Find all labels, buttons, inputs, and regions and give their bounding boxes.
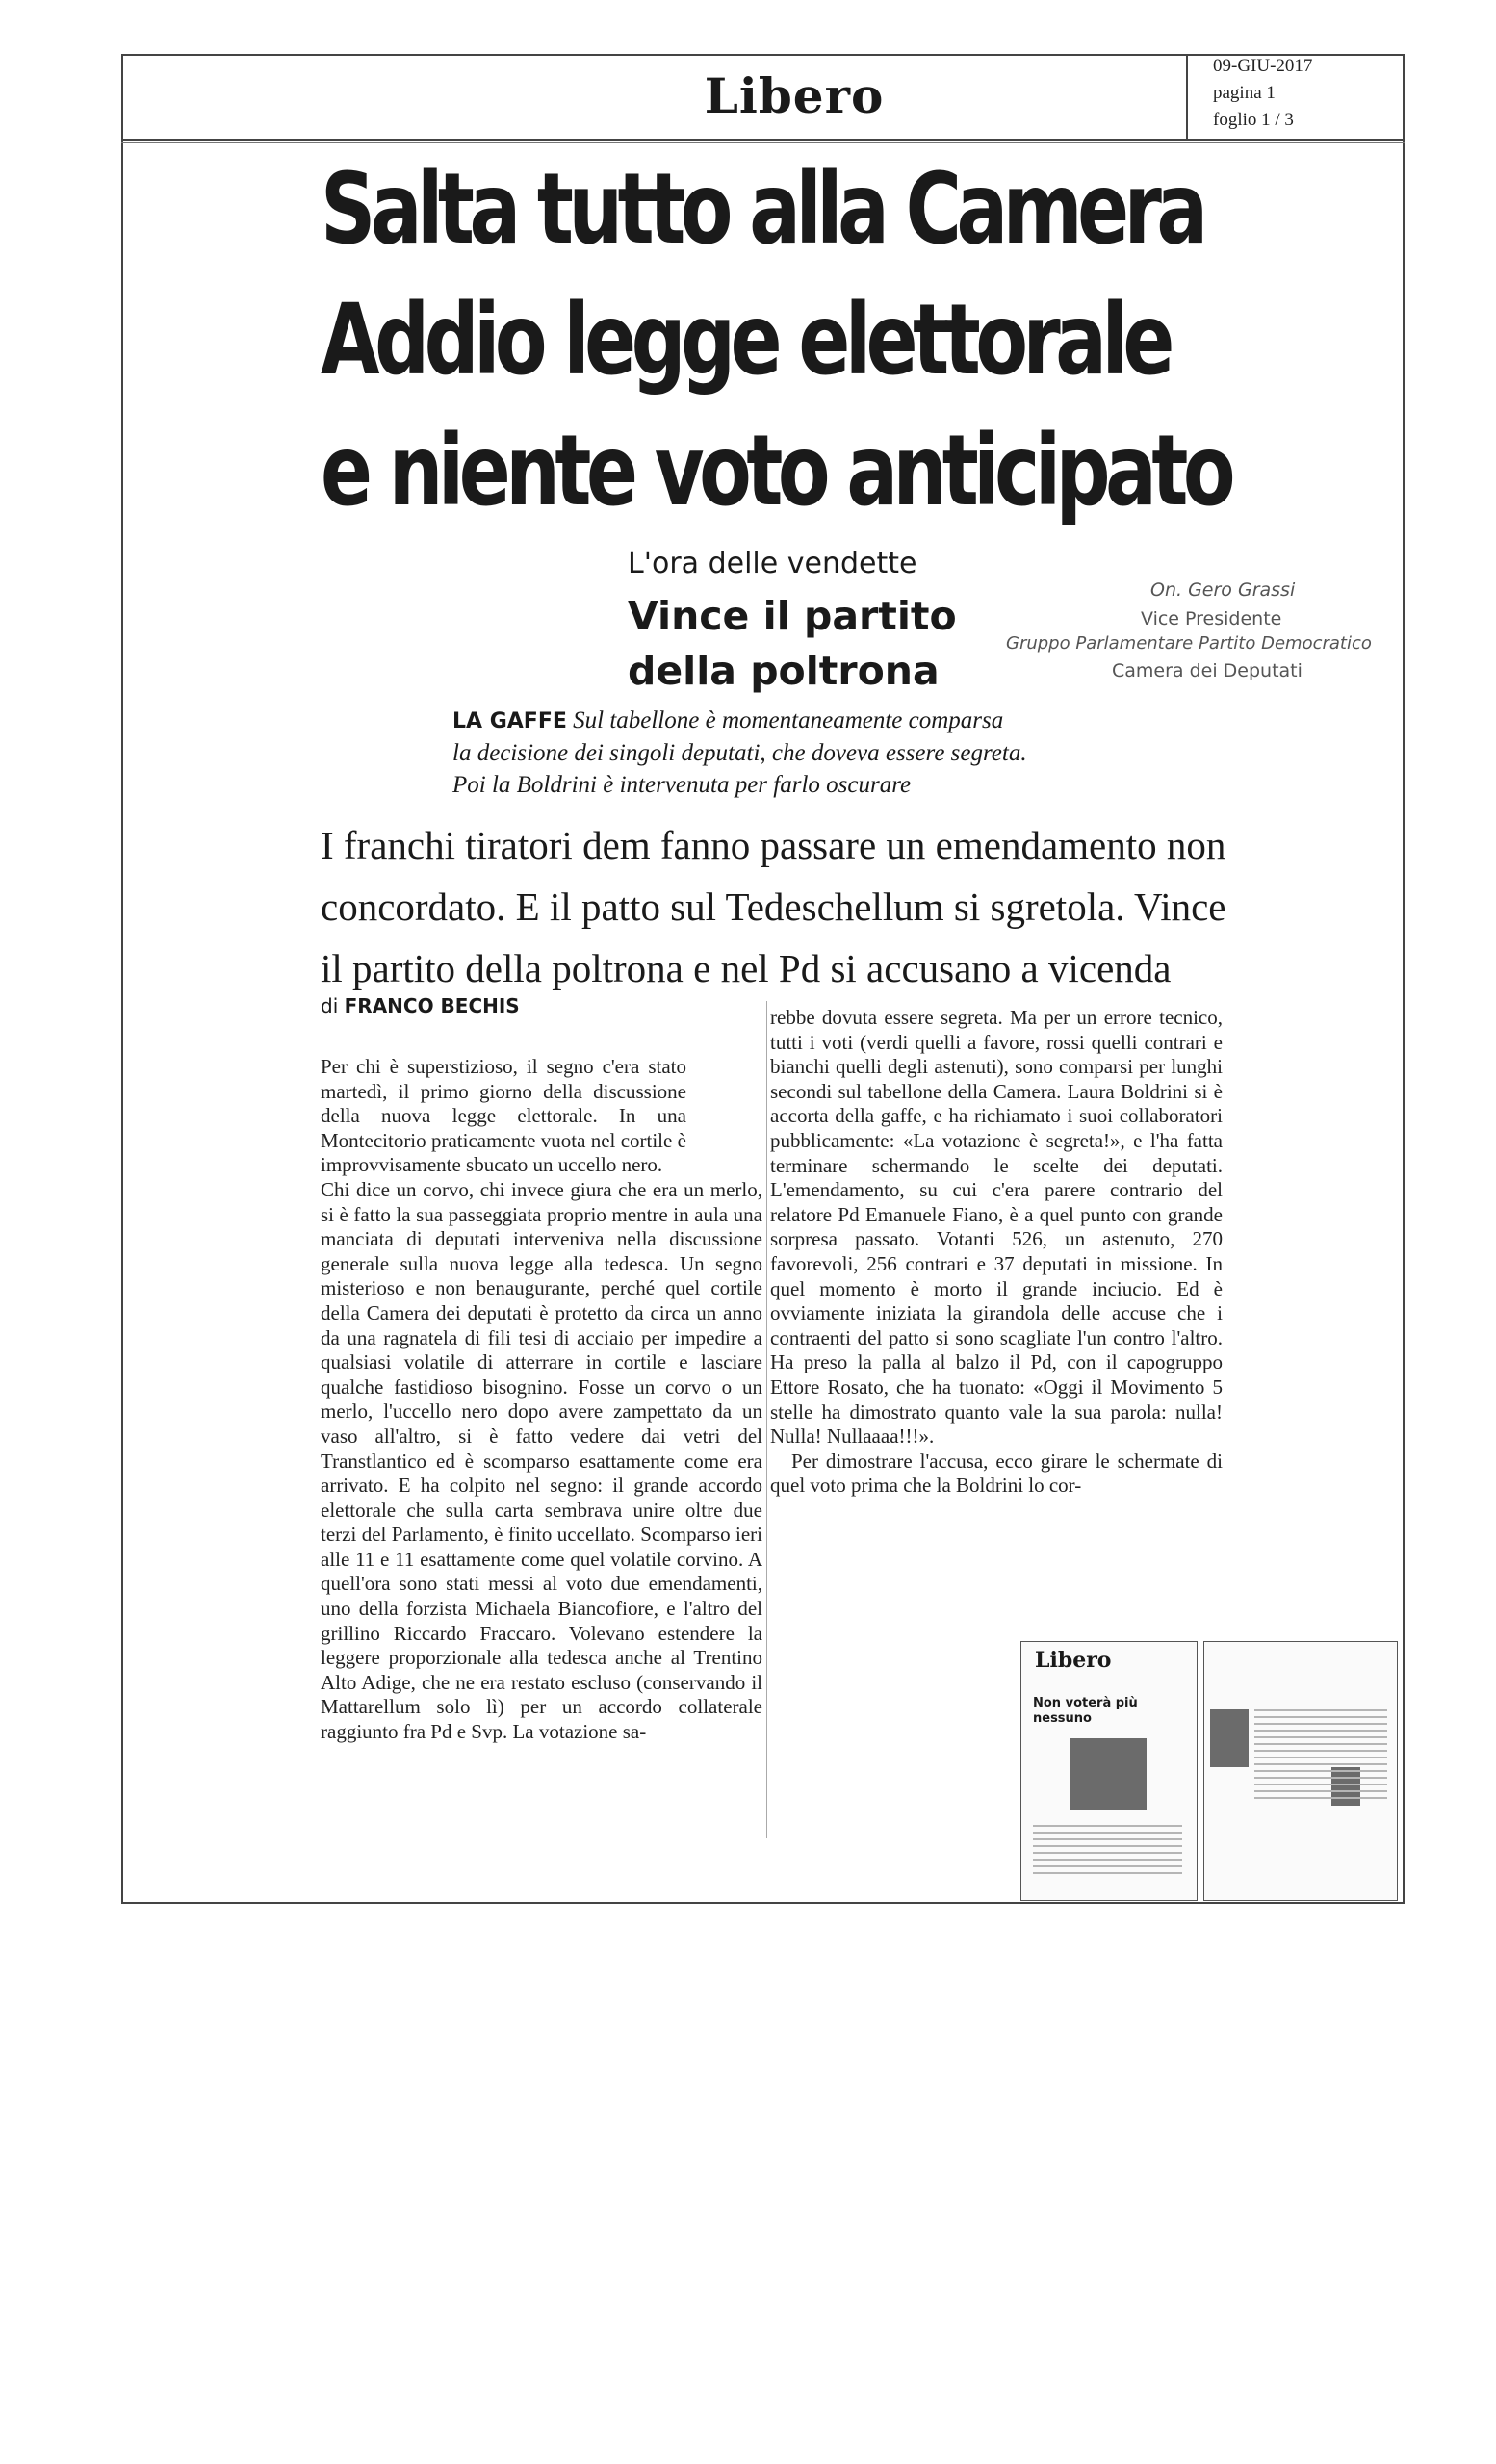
kicker: L'ora delle vendette (628, 547, 917, 580)
headline-line-1: Salta tutto alla Camera (321, 152, 1203, 267)
subhead-line-2: della poltrona (628, 648, 940, 694)
thumbnail-text-lines (1254, 1709, 1387, 1804)
gaffe-box (452, 705, 1126, 801)
thumbnail-text-lines (1033, 1825, 1182, 1879)
gaffe-line-3: Poi la Boldrini è intervenuta per farlo oscurare (452, 772, 912, 798)
article-column-2 (770, 1006, 1223, 1499)
thumbnail-photo (1210, 1709, 1249, 1767)
gaffe-line-2: la decisione dei singoli deputati, che doveva essere segreta. (452, 740, 1027, 766)
stamp-chamber: Camera dei Deputati (1112, 660, 1303, 681)
gaffe-label: LA GAFFE (452, 709, 567, 733)
article-paragraph: rebbe dovuta essere segreta. Ma per un errore tecnico, tutti i voti (verdi quelli a favore, rossi quelli contrari e bianchi quelli degli astenuti), sono comparsi per lunghi secondi sul tabellone della Camera. Laura Boldrini si è accorta della gaffe, e ha richiamato i suoi collaboratori pubblicamente: «La votazione è segreta!», e l'ha fatta terminare schermando le scelte dei deputati. L'emendamento, su cui c'era parere contrario del relatore Pd Emanuele Fiano, è a quel punto con grande sorpresa passato. Votanti 526, un astenuto, 270 favorevoli, 256 contrari e 37 deputati in missione. In quel momento è morto il grande inciucio. Ed è ovviamente iniziata la girandola delle accuse che i contraenti del patto si sono scagliate l'un contro l'altro. Ha preso la palla al balzo il Pd, con il capogruppo Ettore Rosato, che ha tuonato: «Oggi il Movimento 5 stelle ha dimostrato quanto vale la sua parola: nulla! Nulla! Nullaaaa!!!». (770, 1006, 1223, 1449)
article-paragraph: Per chi è superstizioso, il segno c'era stato martedì, il primo giorno della discussione della nuova legge elettorale. In una Montecitorio praticamente vuota nel cortile è improvvisamente sbucato un uccello nero. (321, 1055, 686, 1177)
article-column-1 (321, 1055, 762, 1745)
column-divider (766, 1001, 767, 1838)
byline-author: FRANCO BECHIS (344, 994, 520, 1017)
newspaper-logo: Libero (704, 67, 885, 124)
article-paragraph: Per dimostrare l'accusa, ecco girare le schermate di quel voto prima che la Boldrini lo cor- (770, 1449, 1223, 1498)
thumbnail-headline: Non voterà più nessuno (1033, 1696, 1138, 1726)
stamp-group: Gruppo Parlamentare Partito Democratico (1006, 633, 1372, 654)
article-paragraph: Chi dice un corvo, chi invece giura che era un merlo, si è fatto la sua passeggiata proprio mentre in aula una manciata di deputati interveniva nella discussione generale sulla nuova legge alla tedesca. Un segno misterioso e non benaugurante, perché quel cortile della Camera dei deputati è protetto da circa un anno da una ragnatela di fili tesi di acciaio per impedire a qualsiasi volatile di atterrare in cortile e lasciare qualche fastidioso bisognino. Fosse un corvo o un merlo, l'uccello nero dopo avere zampettato da un vaso all'altro, si è fatto vedere dai vetri del Transtlantico ed è scomparso esattamente come era arrivato. E ha colpito nel segno: il grande accordo elettorale che sulla carta sembrava unire oltre due terzi del Parlamento, è finito uccellato. Scomparso ieri alle 11 e 11 esattamente come quel volatile corvino. A quell'ora sono stati messi al voto due emendamenti, uno della forzista Michaela Biancofiore, e l'altro del grillino Riccardo Fraccaro. Volevano estendere la leggere proporzionale alla tedesca anche al Trentino Alto Adige, che ne era restato escluso (conservando il Mattarellum solo lì) per un accordo collaterale raggiunto fra Pd e Svp. La votazione sa- (321, 1177, 762, 1744)
thumbnail-photo (1070, 1738, 1147, 1810)
page-number: pagina 1 (1213, 83, 1276, 103)
sheet-number: foglio 1 / 3 (1213, 110, 1294, 130)
thumbnail-logo: Libero (1035, 1648, 1112, 1673)
date-box (1186, 54, 1405, 139)
front-page-thumbnail (1020, 1641, 1198, 1901)
stamp-role: Vice Presidente (1141, 608, 1282, 629)
summary-line-2: concordato. E il patto sul Tedeschellum si sgretola. Vince (321, 885, 1226, 929)
summary-line-3: il partito della poltrona e nel Pd si accusano a vicenda (321, 946, 1172, 990)
headline-line-3: e niente voto anticipato (321, 414, 1231, 528)
inner-page-thumbnail (1203, 1641, 1398, 1901)
gaffe-line-1: Sul tabellone è momentaneamente comparsa (573, 707, 1004, 733)
summary-line-1: I franchi tiratori dem fanno passare un emendamento non (321, 823, 1226, 867)
headline-line-2: Addio legge elettorale (321, 283, 1170, 398)
subhead (628, 589, 957, 699)
byline-prefix: di (321, 994, 339, 1017)
subhead-line-1: Vince il partito (628, 593, 957, 639)
office-stamp (1006, 578, 1410, 693)
issue-date: 09-GIU-2017 (1213, 56, 1313, 76)
byline (321, 993, 520, 1018)
stamp-name: On. Gero Grassi (1150, 579, 1296, 601)
summary (321, 814, 1283, 999)
